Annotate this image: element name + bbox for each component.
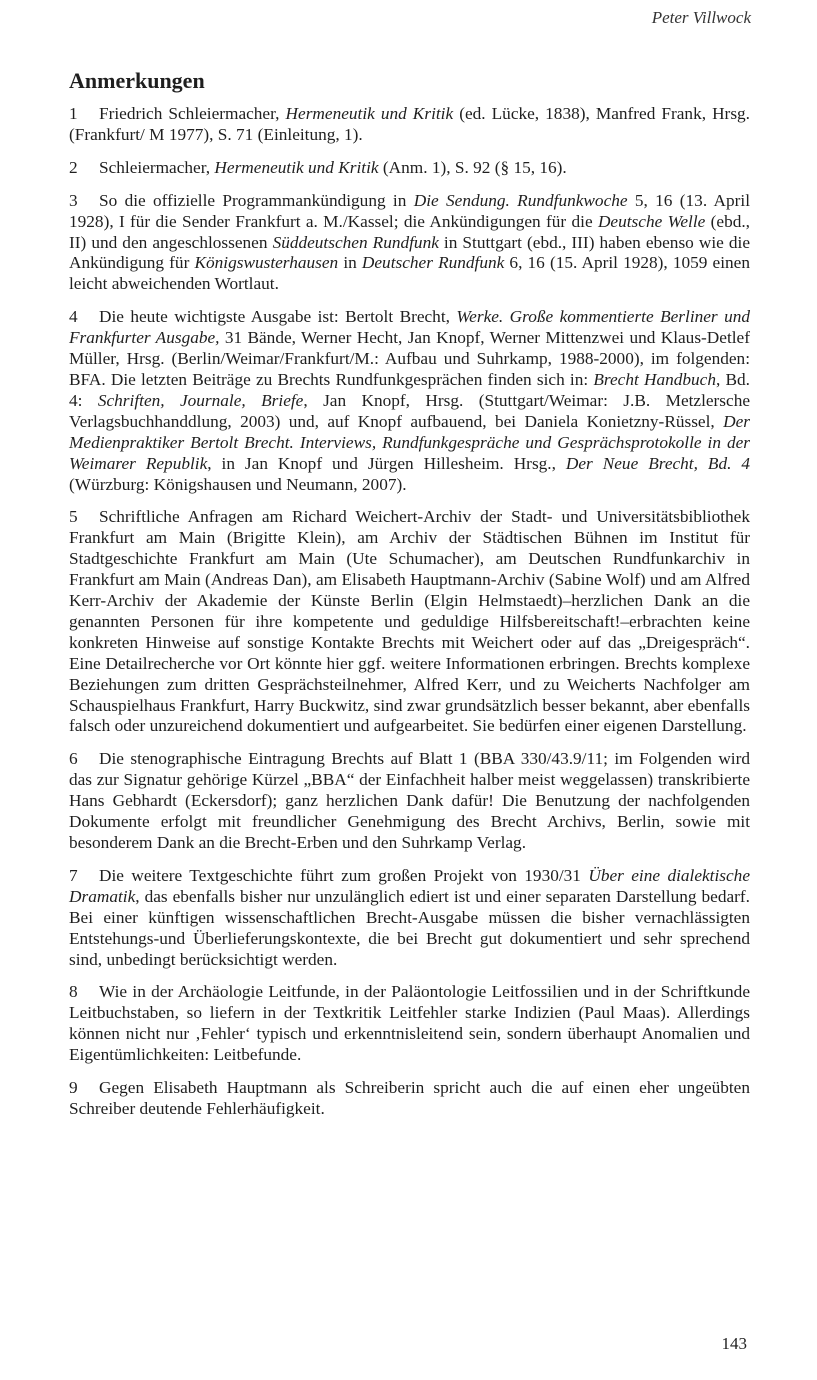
endnote-text: Friedrich Schleiermacher, — [99, 104, 286, 123]
endnote-number: 5 — [69, 507, 78, 527]
endnote-text: , das ebenfalls bisher nur unzulänglich ediert ist und einer separaten Darstellung bedarf. Bei einer künftigen wissenschaftlichen Brecht-Ausgabe müssen die bisher vernachlässigten Entstehungs-und Überlieferungskontexte, die bei Brecht gut dokumentiert und sehr sprechend sind, unbedingt berücksichtigt werden. — [69, 886, 750, 969]
endnote-number: 2 — [69, 157, 78, 177]
endnote-italic-text: Werke. Große kommentierte Berliner und Frankfurter Ausgabe, — [69, 307, 750, 348]
endnote — [69, 507, 750, 737]
endnote-italic-text: Königswusterhausen — [194, 253, 339, 273]
endnote-text: Schleiermacher, — [99, 157, 215, 177]
endnote-italic-text: Brecht Handbuch — [593, 369, 716, 389]
endnote-italic-text: Hermeneutik und Kritik — [285, 104, 454, 123]
endnote-text: , Jan Knopf, Hrsg. (Stuttgart/Weimar: J.B. Metzlersche Verlagsbuchhanddlung, 2003) und, auf Knopf aufbauend, bei Daniela Konietzny-Rüssel, — [69, 390, 751, 431]
endnote — [69, 307, 750, 495]
endnote — [69, 104, 750, 146]
endnote-italic-text: Hermeneutik und Kritik — [214, 157, 379, 177]
endnote-text: 31 Bände, Werner Hecht, Jan Knopf, Werner Mittenzwei und Klaus-Detlef Müller, Hrsg. (Berlin/Weimar/Frankfurt/M.: Aufbau und Suhrkamp, 1988-2000), im folgenden: BFA. Die letzten Beiträge zu Brechts Rundfunkgesprächen finden sich in: — [69, 328, 750, 389]
endnote-text: in — [338, 253, 362, 273]
endnote — [69, 1078, 750, 1120]
endnote-text: , in Jan Knopf und Jürgen Hillesheim. Hrsg., — [207, 453, 566, 473]
endnote-text: (ed. Lücke, 1838), Manfred Frank, Hrsg. (Frankfurt/ M 1977), S. 71 (Einleitung, 1). — [69, 104, 750, 144]
endnote-text: (Anm. 1), S. 92 (§ 15, 16). — [378, 157, 567, 177]
endnote-number: 9 — [69, 1078, 78, 1098]
endnote-text: (Würzburg: Königshausen und Neumann, 2007). — [69, 474, 407, 494]
endnote — [69, 866, 750, 971]
endnote-italic-text: Der Medienpraktiker Bertolt Brecht. Interviews, Rundfunkgespräche und Gesprächsprotokolle in der Weimarer Republik — [69, 411, 750, 473]
endnote-italic-text: Der Neue Brecht, Bd. 4 — [565, 453, 750, 473]
endnote-text: , Bd. 4: — [69, 369, 750, 410]
endnote-italic-text: Schriften, Journale, Briefe — [97, 390, 304, 410]
endnote-number: 8 — [69, 982, 78, 1002]
endnote-text: Die heute wichtigste Ausgabe ist: Bertolt Brecht, — [99, 307, 457, 327]
endnotes-list — [69, 104, 750, 1132]
endnote-text: 6, 16 (15. April 1928), 1059 einen leicht abweichenden Wortlaut. — [69, 253, 750, 294]
endnote-text: in Stuttgart (ebd., III) haben ebenso wie die Ankündigung für — [69, 232, 750, 273]
endnote-italic-text: Süddeutschen Rundfunk — [272, 232, 439, 252]
endnote — [69, 982, 750, 1066]
section-title: Anmerkungen — [69, 68, 205, 93]
endnote-text: Die weitere Textgeschichte führt zum großen Projekt von 1930/31 — [99, 865, 589, 885]
endnote-italic-text: Deutsche Welle — [597, 211, 706, 231]
endnote — [69, 749, 750, 854]
endnote-italic-text: Deutscher Rundfunk — [361, 253, 505, 273]
endnote-number: 3 — [69, 190, 78, 210]
endnote-number: 4 — [69, 307, 78, 327]
endnote-text: Die stenographische Eintragung Brechts auf Blatt 1 (BBA 330/43.9/11; im Folgenden wird das zur Signatur gehörige Kürzel „BBA“ der Einfachheit halber meist weggelassen) transkribierte Hans Gebhardt (Eckersdorf); ganz herzlichen Dank dafür! Die Benutzung der nachfolgenden Dokumente erfolgt mit freundlicher Genehmigung des Brecht Archivs, Berlin, sowie mit besonderem Dank an die Brecht-Erben und den Suhrkamp Verlag. — [69, 749, 750, 852]
endnote-number: 6 — [69, 749, 78, 769]
page-number: 143 — [721, 1334, 747, 1353]
endnote — [69, 191, 750, 296]
endnote-text: Schriftliche Anfragen am Richard Weichert-Archiv der Stadt- und Universitätsbibliothek Frankfurt am Main (Brigitte Klein), am Archiv der Städtischen Bühnen im Institut für Stadtgeschichte Frankfurt am Main (Ute Schumacher), am Deutschen Rundfunkarchiv in Frankfurt am Main (Andreas Dan), am Elisabeth Hauptmann-Archiv (Sabine Wolf) und am Alfred Kerr-Archiv der Akademie der Künste Berlin (Elgin Helmstaedt)–herzlichen Dank an die genannten Personen für ihre kompetente und geduldige Hilfsbereitschaft!–erbrachten keine konkreten Hinweise auf sonstige Kontakte Brechts mit Weichert oder auf das „Dreigespräch“. Eine Detailrecherche vor Ort könnte hier ggf. weitere Informationen erbringen. Brechts komplexe Beziehungen zum dritten Gesprächsteilnehmer, Alfred Kerr, und zu Weicherts Nachfolger am Schauspielhaus Frankfurt, Harry Buckwitz, sind zwar grundsätzlich besser bekannt, aber ebenfalls falsch oder unzureichend dokumentiert und aufgearbeitet. Sie bedürfen einer eigenen Darstellung. — [69, 507, 750, 736]
running-header-author: Peter Villwock — [651, 8, 751, 27]
endnote-text: Wie in der Archäologie Leitfunde, in der Paläontologie Leitfossilien und in der Schriftkunde Leitbuchstaben, so liefern in der Textkritik Leitfehler starke Indizien (Paul Maas). Allerdings können nicht nur ‚Fehler‘ typisch und erkenntnisleitend sein, sondern überhaupt Anomalien und Eigentümlichkeiten: Leitbefunde. — [69, 982, 750, 1065]
endnote-text: Gegen Elisabeth Hauptmann als Schreiberin spricht auch die auf einen eher ungeübten Schreiber deutende Fehlerhäufigkeit. — [69, 1078, 750, 1118]
endnote-number: 1 — [69, 104, 78, 123]
endnote-text: So die offizielle Programmankündigung in — [99, 190, 414, 210]
endnote-number: 7 — [69, 865, 78, 885]
endnote-italic-text: Die Sendung. Rundfunkwoche — [413, 190, 628, 210]
endnote — [69, 158, 750, 179]
endnote-text: 5, 16 (13. April 1928), I für die Sender Frankfurt a. M./Kassel; die Ankündigungen für die — [69, 190, 750, 231]
endnote-text: (ebd., II) und den angeschlossenen — [69, 211, 750, 252]
endnote-italic-text: Über eine dialektische Dramatik — [69, 865, 750, 906]
